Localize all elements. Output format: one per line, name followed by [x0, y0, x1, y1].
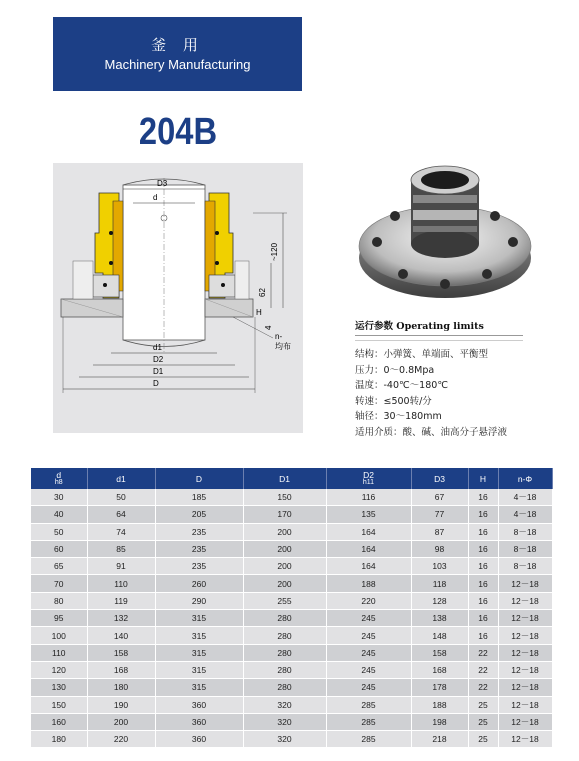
table-cell: 320 — [243, 731, 326, 748]
table-cell: 118 — [411, 575, 468, 592]
table-cell: 315 — [155, 610, 243, 627]
table-header — [31, 468, 552, 489]
table-cell: 8－18 — [498, 523, 552, 540]
column-header-label: d1 — [116, 473, 126, 484]
table-cell: 138 — [411, 610, 468, 627]
column-header-label: d — [56, 469, 62, 480]
table-cell: 16 — [468, 610, 498, 627]
table-cell: 132 — [87, 610, 155, 627]
column-header-label: H — [479, 473, 487, 484]
table-cell: 103 — [411, 558, 468, 575]
table-cell: 190 — [87, 696, 155, 713]
dim-label-62: 62 — [258, 288, 267, 297]
dim-label-d1-upper: D1 — [153, 367, 164, 376]
table-cell: 220 — [87, 731, 155, 748]
column-header-label: D — [195, 473, 203, 484]
table-cell: 285 — [326, 713, 411, 730]
table-cell: 12－18 — [498, 661, 552, 678]
table-row — [31, 661, 552, 678]
dim-label-n: n- — [275, 332, 283, 341]
table-cell: 170 — [243, 506, 326, 523]
table-cell: 25 — [468, 713, 498, 730]
table-cell: 315 — [155, 679, 243, 696]
table-cell: 260 — [155, 575, 243, 592]
table-row — [31, 696, 552, 713]
table-cell: 164 — [326, 540, 411, 557]
seal-product-photo — [355, 150, 535, 310]
table-cell: 8－18 — [498, 540, 552, 557]
table-cell: 140 — [87, 627, 155, 644]
table-cell: 178 — [411, 679, 468, 696]
table-cell: 70 — [31, 575, 87, 592]
dim-label-d: d — [153, 193, 158, 202]
table-cell: 85 — [87, 540, 155, 557]
table-cell: 360 — [155, 731, 243, 748]
table-row — [31, 627, 552, 644]
table-row — [31, 610, 552, 627]
table-cell: 12－18 — [498, 696, 552, 713]
table-row — [31, 575, 552, 592]
table-cell: 315 — [155, 661, 243, 678]
table-cell: 280 — [243, 679, 326, 696]
table-cell: 285 — [326, 696, 411, 713]
table-cell: 168 — [87, 661, 155, 678]
table-cell: 128 — [411, 592, 468, 609]
table-cell: 40 — [31, 506, 87, 523]
table-cell: 22 — [468, 679, 498, 696]
table-cell: 16 — [468, 489, 498, 506]
table-cell: 320 — [243, 696, 326, 713]
column-header — [243, 468, 326, 489]
table-cell: 200 — [243, 540, 326, 557]
table-cell: 16 — [468, 558, 498, 575]
dim-label-d2: D2 — [153, 355, 164, 364]
table-cell: 168 — [411, 661, 468, 678]
operating-limits-title: 运行参数 Operating limits — [355, 318, 523, 336]
table-cell: 200 — [243, 558, 326, 575]
table-cell: 95 — [31, 610, 87, 627]
model-number: 204B — [138, 111, 218, 153]
table-row — [31, 489, 552, 506]
table-cell: 245 — [326, 679, 411, 696]
dim-label-4: 4 — [264, 325, 273, 330]
table-cell: 280 — [243, 627, 326, 644]
param-speed: 转速：≤500转/分 — [355, 395, 432, 407]
table-cell: 120 — [31, 661, 87, 678]
param-media: 适用介质：酸、碱、油高分子悬浮液 — [355, 426, 508, 438]
banner-title-en: Machinery Manufacturing — [104, 57, 251, 72]
dim-label-d1: d1 — [153, 343, 162, 352]
table-cell: 130 — [31, 679, 87, 696]
table-cell: 235 — [155, 540, 243, 557]
table-cell: 200 — [243, 523, 326, 540]
table-cell: 50 — [31, 523, 87, 540]
table-row — [31, 713, 552, 730]
table-cell: 164 — [326, 523, 411, 540]
table-cell: 22 — [468, 661, 498, 678]
brand-banner — [53, 17, 302, 91]
column-header-label: D1 — [279, 473, 290, 484]
column-header-label: n-Φ — [517, 473, 533, 484]
param-pressure: 压力：0～0.8Mpa — [355, 364, 435, 376]
table-cell: 198 — [411, 713, 468, 730]
table-cell: 245 — [326, 610, 411, 627]
banner-title-cn: 釜 用 — [151, 36, 204, 54]
table-row — [31, 592, 552, 609]
table-cell: 188 — [326, 575, 411, 592]
param-shaft-diameter: 轴径：30～180mm — [355, 411, 442, 422]
column-header — [155, 468, 243, 489]
table-cell: 119 — [87, 592, 155, 609]
table-cell: 12－18 — [498, 713, 552, 730]
dim-label-120: ~120 — [270, 242, 279, 261]
table-row — [31, 731, 552, 748]
table-cell: 22 — [468, 644, 498, 661]
dim-label-even: 均布 — [275, 342, 291, 351]
table-cell: 16 — [468, 506, 498, 523]
table-cell: 218 — [411, 731, 468, 748]
table-cell: 315 — [155, 627, 243, 644]
param-temperature: 温度：-40℃～180℃ — [355, 380, 448, 391]
table-row — [31, 644, 552, 661]
column-header — [468, 468, 498, 489]
table-cell: 280 — [243, 644, 326, 661]
table-cell: 12－18 — [498, 627, 552, 644]
table-cell: 16 — [468, 592, 498, 609]
dim-label-d3: D3 — [157, 179, 168, 188]
table-cell: 200 — [87, 713, 155, 730]
table-cell: 25 — [468, 731, 498, 748]
table-cell: 12－18 — [498, 610, 552, 627]
table-cell: 16 — [468, 575, 498, 592]
table-cell: 77 — [411, 506, 468, 523]
column-header — [411, 468, 468, 489]
table-cell: 188 — [411, 696, 468, 713]
table-cell: 30 — [31, 489, 87, 506]
table-cell: 91 — [87, 558, 155, 575]
table-cell: 200 — [243, 575, 326, 592]
table-cell: 4－18 — [498, 506, 552, 523]
table-cell: 180 — [87, 679, 155, 696]
table-cell: 60 — [31, 540, 87, 557]
dim-label-h: H — [256, 308, 262, 317]
table-cell: 235 — [155, 523, 243, 540]
table-cell: 80 — [31, 592, 87, 609]
table-cell: 245 — [326, 644, 411, 661]
table-row — [31, 558, 552, 575]
table-cell: 148 — [411, 627, 468, 644]
table-cell: 12－18 — [498, 644, 552, 661]
table-cell: 360 — [155, 696, 243, 713]
table-cell: 280 — [243, 661, 326, 678]
table-row — [31, 540, 552, 557]
table-cell: 180 — [31, 731, 87, 748]
table-cell: 110 — [31, 644, 87, 661]
table-cell: 160 — [31, 713, 87, 730]
column-header-label: D2 — [363, 469, 374, 480]
table-cell: 87 — [411, 523, 468, 540]
table-cell: 245 — [326, 627, 411, 644]
operating-limits — [355, 318, 523, 440]
table-cell: 315 — [155, 644, 243, 661]
table-cell: 164 — [326, 558, 411, 575]
table-cell: 205 — [155, 506, 243, 523]
table-cell: 245 — [326, 661, 411, 678]
table-cell: 12－18 — [498, 575, 552, 592]
table-cell: 158 — [411, 644, 468, 661]
column-header — [498, 468, 552, 489]
table-cell: 64 — [87, 506, 155, 523]
divider — [355, 336, 523, 341]
table-cell: 8－18 — [498, 558, 552, 575]
table-cell: 255 — [243, 592, 326, 609]
column-header-tolerance: h8 — [54, 478, 63, 486]
column-header — [31, 468, 87, 489]
table-row — [31, 679, 552, 696]
column-header — [326, 468, 411, 489]
table-cell: 74 — [87, 523, 155, 540]
table-cell: 12－18 — [498, 592, 552, 609]
table-cell: 235 — [155, 558, 243, 575]
table-row — [31, 523, 552, 540]
table-cell: 12－18 — [498, 679, 552, 696]
table-row — [31, 506, 552, 523]
seal-technical-drawing — [53, 163, 303, 433]
table-cell: 16 — [468, 540, 498, 557]
dimension-table — [31, 468, 553, 748]
table-cell: 285 — [326, 731, 411, 748]
table-cell: 116 — [326, 489, 411, 506]
column-header-label: D3 — [434, 473, 445, 484]
table-cell: 98 — [411, 540, 468, 557]
table-cell: 50 — [87, 489, 155, 506]
column-header-tolerance: h11 — [362, 478, 375, 486]
table-cell: 280 — [243, 610, 326, 627]
table-cell: 100 — [31, 627, 87, 644]
table-cell: 360 — [155, 713, 243, 730]
table-cell: 110 — [87, 575, 155, 592]
table-cell: 135 — [326, 506, 411, 523]
table-cell: 220 — [326, 592, 411, 609]
table-cell: 320 — [243, 713, 326, 730]
table-cell: 290 — [155, 592, 243, 609]
table-cell: 67 — [411, 489, 468, 506]
column-header — [87, 468, 155, 489]
table-cell: 25 — [468, 696, 498, 713]
table-cell: 12－18 — [498, 731, 552, 748]
table-cell: 150 — [31, 696, 87, 713]
table-cell: 16 — [468, 523, 498, 540]
table-cell: 185 — [155, 489, 243, 506]
table-cell: 150 — [243, 489, 326, 506]
dim-label-d-outer: D — [153, 379, 159, 388]
table-cell: 158 — [87, 644, 155, 661]
table-cell: 16 — [468, 627, 498, 644]
table-cell: 4－18 — [498, 489, 552, 506]
param-structure: 结构：小弹簧、单端面、平衡型 — [355, 349, 489, 360]
table-cell: 65 — [31, 558, 87, 575]
